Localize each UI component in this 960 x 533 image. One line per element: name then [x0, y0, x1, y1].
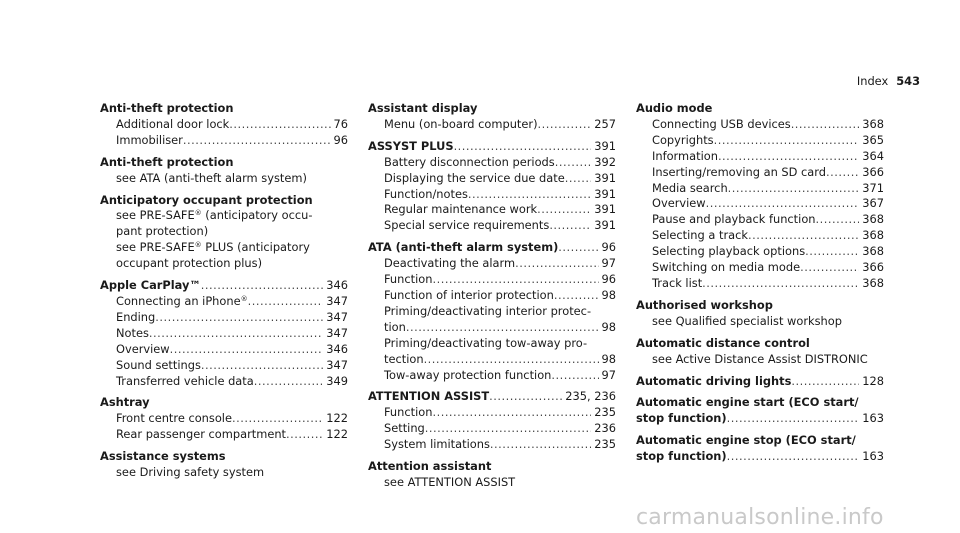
sub-entry-text-cont: tion: [384, 319, 406, 334]
page-ref[interactable]: 96: [601, 272, 616, 287]
heading-text: Automatic engine stop (ECO start/: [636, 433, 856, 448]
page-ref[interactable]: 96: [333, 132, 348, 147]
sub-entry-text-cont: pant protection): [116, 224, 209, 239]
page-ref[interactable]: 366: [862, 260, 884, 275]
sub-entry[interactable]: [100, 427, 348, 443]
page-ref[interactable]: 346: [326, 341, 348, 356]
sub-entry-text: Inserting/removing an SD card: [652, 164, 827, 179]
dot-leader: [201, 358, 323, 374]
dot-leader: [183, 133, 331, 149]
index-heading: [368, 101, 616, 117]
dot-leader: [201, 278, 323, 294]
sub-entry-text: Deactivating the alarm: [384, 256, 516, 271]
index-heading: [636, 101, 884, 117]
dot-leader: [248, 294, 324, 310]
sub-entry[interactable]: [100, 294, 348, 310]
see-reference[interactable]: [636, 352, 884, 368]
page-header: [857, 74, 920, 90]
sub-entry-text: Function of interior protection: [384, 287, 554, 302]
sub-entry[interactable]: [368, 155, 616, 171]
sub-entry[interactable]: [100, 374, 348, 390]
heading-text: Authorised workshop: [636, 297, 773, 312]
dot-leader: [551, 368, 598, 384]
sub-entry-text: see PRE-SAFE® (anticipatory occu-: [116, 208, 313, 223]
page-ref[interactable]: 163: [862, 411, 884, 426]
index-entry: [368, 139, 616, 234]
index-entry: [636, 433, 884, 465]
sub-entry-text: Copyrights: [652, 132, 714, 147]
dot-leader: [549, 218, 591, 234]
sub-entry-text: Menu (on-board computer): [384, 116, 538, 131]
page-ref[interactable]: 368: [862, 244, 884, 259]
page-ref[interactable]: 97: [601, 256, 616, 271]
page-ref[interactable]: 368: [862, 228, 884, 243]
sub-entry-text: Overview: [116, 341, 170, 356]
dot-leader: [816, 212, 860, 228]
sub-entry[interactable]: [100, 411, 348, 427]
dot-leader: [727, 449, 860, 465]
sub-entry[interactable]: [636, 196, 884, 212]
page-ref[interactable]: 391: [594, 202, 616, 217]
sub-entry-text: Selecting playback options: [652, 244, 806, 259]
dot-leader: [714, 133, 860, 149]
see-reference-text: see Qualified specialist workshop: [652, 313, 842, 328]
sub-entry[interactable]: [636, 149, 884, 165]
heading-text-cont: stop function): [636, 449, 727, 464]
sub-entry-text: Track list: [652, 275, 703, 290]
page-ref[interactable]: 347: [326, 309, 348, 324]
page-ref[interactable]: 368: [862, 116, 884, 131]
sub-entry-text: see PRE-SAFE® PLUS (anticipatory: [116, 240, 310, 255]
sub-entry[interactable]: [368, 202, 616, 218]
sub-entry-text: Switching on media mode: [652, 260, 801, 275]
index-heading[interactable]: [368, 240, 616, 256]
sub-entry-text: Function: [384, 272, 433, 287]
heading-text: Anticipatory occupant protection: [100, 192, 313, 207]
index-entry: [636, 298, 884, 330]
page-ref[interactable]: 98: [601, 319, 616, 334]
sub-entry: [100, 208, 348, 224]
index-heading: [100, 193, 348, 209]
dot-leader: [554, 288, 599, 304]
sub-entry: [368, 336, 616, 352]
index-entry: [100, 193, 348, 273]
sub-entry-text: Function: [384, 405, 433, 420]
dot-leader: [706, 196, 860, 212]
sub-entry[interactable]: [368, 288, 616, 304]
page-ref[interactable]: 235: [594, 405, 616, 420]
sub-entry[interactable]: [368, 405, 616, 421]
heading-text: Assistance systems: [100, 449, 226, 464]
page-ref[interactable]: 97: [601, 367, 616, 382]
heading-text: ATA (anti-theft alarm system): [368, 240, 559, 255]
heading-text: Automatic engine start (ECO start/: [636, 395, 859, 410]
page-ref[interactable]: 235: [594, 437, 616, 452]
sub-entry[interactable]: [368, 171, 616, 187]
page-ref[interactable]: 347: [326, 357, 348, 372]
index-heading[interactable]: [636, 374, 884, 390]
sub-entry-cont[interactable]: [368, 320, 616, 336]
see-reference-text: see ATTENTION ASSIST: [384, 474, 516, 489]
sub-entry[interactable]: [636, 228, 884, 244]
sub-entry[interactable]: [368, 256, 616, 272]
index-entry: [368, 240, 616, 383]
dot-leader: [515, 256, 598, 272]
sub-entry[interactable]: [636, 165, 884, 181]
sub-entry[interactable]: [368, 187, 616, 203]
page-ref[interactable]: 391: [594, 218, 616, 233]
dot-leader: [800, 260, 859, 276]
index-heading[interactable]: [100, 278, 348, 294]
index-entry: [636, 336, 884, 368]
index-column-1: [100, 101, 348, 481]
index-heading[interactable]: [636, 433, 884, 449]
index-entry: [100, 278, 348, 389]
sub-entry-text-cont: tection: [384, 351, 424, 366]
index-entry: [636, 101, 884, 292]
sub-entry-text: Priming/deactivating interior protec-: [384, 303, 592, 318]
index-entry: [100, 395, 348, 443]
index-entry: [100, 101, 348, 149]
watermark-text: carmanualsonline.info: [636, 505, 884, 530]
sub-entry-cont: [100, 256, 348, 272]
sub-entry[interactable]: [368, 421, 616, 437]
sub-entry-text: Tow-away protection function: [384, 367, 552, 382]
registered-mark: ®: [194, 241, 202, 250]
page-ref[interactable]: 236: [594, 421, 616, 436]
index-entry: [368, 101, 616, 133]
index-entry: [368, 389, 616, 453]
dot-leader: [229, 117, 330, 133]
page-ref[interactable]: 365: [862, 132, 884, 147]
page-ref[interactable]: 122: [326, 427, 348, 442]
heading-text: ATTENTION ASSIST: [368, 389, 490, 404]
dot-leader: [537, 202, 591, 218]
index-heading: [636, 298, 884, 314]
heading-text: Assistant display: [368, 101, 478, 115]
sub-entry-text: Media search: [652, 180, 728, 195]
sub-entry-text: Connecting USB devices: [652, 116, 791, 131]
index-entry: [636, 395, 884, 427]
sub-entry-text: Notes: [116, 325, 149, 340]
sub-entry[interactable]: [100, 342, 348, 358]
dot-leader: [155, 310, 323, 326]
page-ref[interactable]: 392: [594, 154, 616, 169]
sub-entry-text: Connecting an iPhone®: [116, 293, 248, 308]
heading-text: Audio mode: [636, 101, 713, 115]
dot-leader: [425, 421, 591, 437]
sub-entry[interactable]: [100, 326, 348, 342]
index-heading: [636, 336, 884, 352]
dot-leader: [748, 228, 859, 244]
index-heading-cont[interactable]: [636, 449, 884, 465]
dot-leader: [424, 352, 599, 368]
sub-entry-text: Additional door lock: [116, 116, 230, 131]
sub-entry-text: System limitations: [384, 437, 490, 452]
index-heading: [100, 155, 348, 171]
sub-entry[interactable]: [100, 117, 348, 133]
index-heading-cont[interactable]: [636, 411, 884, 427]
page-ref[interactable]: 257: [594, 116, 616, 131]
dot-leader: [490, 437, 591, 453]
dot-leader: [538, 117, 592, 133]
dot-leader: [702, 276, 859, 292]
sub-entry-text: Function/notes: [384, 186, 468, 201]
page-ref[interactable]: 391: [594, 186, 616, 201]
index-heading[interactable]: [368, 139, 616, 155]
sub-entry-text: Transferred vehicle data: [116, 373, 254, 388]
sub-entry[interactable]: [368, 117, 616, 133]
sub-entry[interactable]: [368, 368, 616, 384]
index-heading[interactable]: [636, 395, 884, 411]
page-ref[interactable]: 98: [601, 351, 616, 366]
dot-leader: [454, 139, 592, 155]
see-reference[interactable]: [100, 465, 348, 481]
index-heading[interactable]: [368, 389, 616, 405]
index-entry: [368, 459, 616, 491]
registered-mark: ®: [240, 294, 248, 303]
page-ref[interactable]: 364: [862, 148, 884, 163]
sub-entry-text: Pause and playback function: [652, 212, 816, 227]
sub-entry-text: Information: [652, 148, 718, 163]
sub-entry-text: Priming/deactivating tow-away pro-: [384, 335, 588, 350]
sub-entry: [100, 240, 348, 256]
index-entry: [636, 374, 884, 390]
index-heading: [368, 459, 616, 475]
page-ref[interactable]: 367: [862, 196, 884, 211]
sub-entry-text: Overview: [652, 196, 706, 211]
sub-entry[interactable]: [368, 437, 616, 453]
index-entry: [100, 449, 348, 481]
dot-leader: [555, 155, 592, 171]
heading-text: Automatic driving lights: [636, 373, 792, 388]
sub-entry-text: Battery disconnection periods: [384, 154, 555, 169]
sub-entry[interactable]: [100, 358, 348, 374]
page-ref[interactable]: 98: [601, 287, 616, 302]
heading-text: Attention assistant: [368, 459, 492, 474]
page-ref[interactable]: 347: [326, 293, 348, 308]
sub-entry[interactable]: [100, 133, 348, 149]
dot-leader: [826, 165, 859, 181]
page-ref[interactable]: 128: [862, 373, 884, 388]
page-ref[interactable]: 368: [862, 275, 884, 290]
sub-entry[interactable]: [636, 276, 884, 292]
page-ref[interactable]: 76: [333, 116, 348, 131]
see-reference[interactable]: [368, 475, 616, 491]
sub-entry: [368, 304, 616, 320]
sub-entry-text: Displaying the service due date: [384, 170, 565, 185]
dot-leader: [718, 149, 859, 165]
index-heading: [100, 449, 348, 465]
sub-entry-text: Regular maintenance work: [384, 202, 538, 217]
sub-entry[interactable]: [636, 181, 884, 197]
sub-entry[interactable]: [636, 244, 884, 260]
sub-entry[interactable]: [368, 218, 616, 234]
page-number: 543: [896, 74, 920, 88]
index-column-3: [636, 101, 884, 465]
sub-entry[interactable]: [636, 133, 884, 149]
see-reference-text: see Active Distance Assist DISTRONIC: [652, 351, 868, 366]
sub-entry-cont[interactable]: [368, 352, 616, 368]
heading-text: ASSYST PLUS: [368, 138, 454, 153]
index-entry: [100, 155, 348, 187]
sub-entry-text: Setting: [384, 421, 425, 436]
see-reference-text: see ATA (anti-theft alarm system): [116, 170, 307, 185]
page-ref[interactable]: 346: [326, 278, 348, 293]
heading-text: Automatic distance control: [636, 335, 810, 350]
dot-leader: [468, 187, 591, 203]
sub-entry-text: Ending: [116, 309, 156, 324]
dot-leader: [805, 244, 859, 260]
dot-leader: [558, 240, 598, 256]
dot-leader: [791, 117, 860, 133]
sub-entry-text-cont: occupant protection plus): [116, 256, 263, 271]
sub-entry[interactable]: [636, 212, 884, 228]
sub-entry[interactable]: [636, 260, 884, 276]
index-column-2: [368, 101, 616, 491]
index-heading: [100, 101, 348, 117]
heading-text-cont: stop function): [636, 411, 727, 426]
dot-leader: [432, 405, 591, 421]
sub-entry-text: Sound settings: [116, 357, 201, 372]
dot-leader: [254, 374, 324, 390]
dot-leader: [232, 411, 323, 427]
dot-leader: [286, 427, 323, 443]
heading-text: Ashtray: [100, 395, 150, 410]
sub-entry[interactable]: [636, 117, 884, 133]
sub-entry-text: Front centre console: [116, 411, 232, 426]
dot-leader: [791, 374, 859, 390]
see-reference[interactable]: [100, 171, 348, 187]
dot-leader: [406, 320, 599, 336]
page-ref[interactable]: 366: [862, 164, 884, 179]
sub-entry-text: Rear passenger compartment: [116, 427, 287, 442]
index-heading: [100, 395, 348, 411]
dot-leader: [728, 181, 860, 197]
dot-leader: [489, 389, 562, 405]
sub-entry-text: Selecting a track: [652, 228, 748, 243]
dot-leader: [432, 272, 598, 288]
dot-leader: [149, 326, 323, 342]
sub-entry-text: Immobiliser: [116, 132, 183, 147]
page-ref[interactable]: 122: [326, 411, 348, 426]
dot-leader: [170, 342, 324, 358]
page-ref[interactable]: 368: [862, 212, 884, 227]
sub-entry-text: Special service requirements: [384, 218, 550, 233]
page-ref[interactable]: 96: [601, 240, 616, 255]
heading-text: Apple CarPlay™: [100, 278, 201, 293]
see-reference[interactable]: [636, 314, 884, 330]
page-ref[interactable]: 347: [326, 325, 348, 340]
section-label: Index: [856, 74, 889, 88]
registered-mark: ®: [194, 209, 202, 218]
page-ref[interactable]: 391: [594, 138, 616, 153]
sub-entry[interactable]: [100, 310, 348, 326]
heading-text: Anti-theft protection: [100, 154, 234, 169]
sub-entry[interactable]: [368, 272, 616, 288]
sub-entry-cont: [100, 224, 348, 240]
page-ref[interactable]: 163: [862, 449, 884, 464]
page-ref[interactable]: 371: [862, 180, 884, 195]
page-ref[interactable]: 235, 236: [565, 389, 616, 404]
dot-leader: [565, 171, 592, 187]
dot-leader: [727, 411, 860, 427]
heading-text: Anti-theft protection: [100, 101, 234, 115]
page-ref[interactable]: 391: [594, 170, 616, 185]
page-ref[interactable]: 349: [326, 373, 348, 388]
see-reference-text: see Driving safety system: [116, 465, 265, 480]
